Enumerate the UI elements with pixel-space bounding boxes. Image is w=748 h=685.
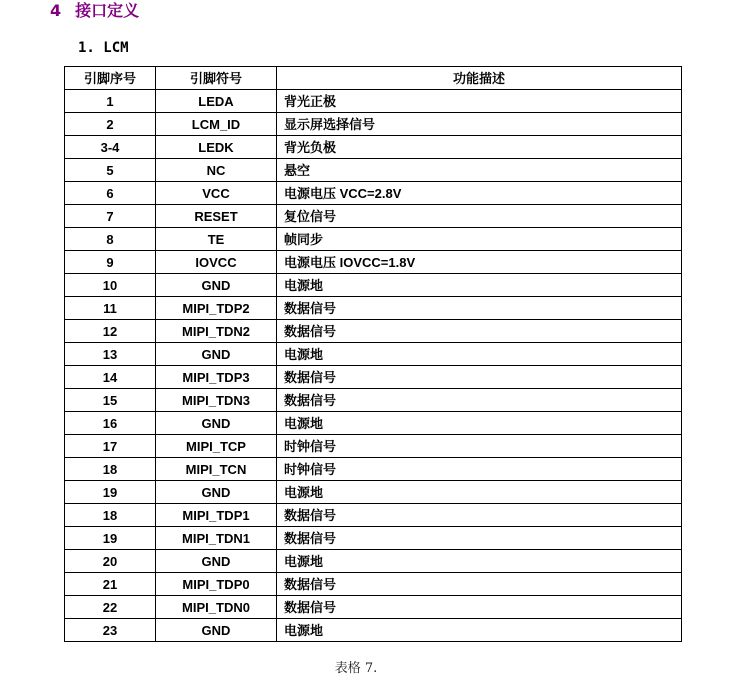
table-row [65, 573, 682, 596]
table-row [65, 320, 682, 343]
function-description-cell: 电源电压 IOVCC=1.8V [277, 251, 682, 274]
pin-number-cell: 9 [65, 251, 156, 274]
pin-symbol-cell: GND [156, 550, 277, 573]
pin-symbol-cell: LEDK [156, 136, 277, 159]
pin-number-cell: 2 [65, 113, 156, 136]
pin-number-cell: 1 [65, 90, 156, 113]
pin-symbol-cell: MIPI_TDN0 [156, 596, 277, 619]
table-header-row [65, 67, 682, 90]
pin-number-cell: 7 [65, 205, 156, 228]
pin-number-cell: 19 [65, 527, 156, 550]
table-row [65, 113, 682, 136]
pin-number-cell: 5 [65, 159, 156, 182]
function-description-cell: 数据信号 [277, 573, 682, 596]
function-description-cell: 背光正极 [277, 90, 682, 113]
header-function-description: 功能描述 [277, 67, 682, 90]
pin-symbol-cell: MIPI_TCP [156, 435, 277, 458]
table-row [65, 481, 682, 504]
table-caption: 表格 7. [334, 661, 378, 676]
table-row [65, 527, 682, 550]
pin-symbol-cell: IOVCC [156, 251, 277, 274]
pin-symbol-cell: LCM_ID [156, 113, 277, 136]
pin-number-cell: 18 [65, 458, 156, 481]
pin-number-cell: 10 [65, 274, 156, 297]
pin-symbol-cell: MIPI_TDN3 [156, 389, 277, 412]
table-body [65, 90, 682, 642]
function-description-cell: 帧同步 [277, 228, 682, 251]
function-description-cell: 数据信号 [277, 527, 682, 550]
pin-number-cell: 8 [65, 228, 156, 251]
function-description-cell: 电源地 [277, 550, 682, 573]
header-pin-symbol: 引脚符号 [156, 67, 277, 90]
pin-symbol-cell: MIPI_TDN2 [156, 320, 277, 343]
function-description-cell: 显示屏选择信号 [277, 113, 682, 136]
function-description-cell: 电源地 [277, 274, 682, 297]
function-description-cell: 时钟信号 [277, 435, 682, 458]
pin-symbol-cell: MIPI_TDP0 [156, 573, 277, 596]
pin-number-cell: 21 [65, 573, 156, 596]
pin-symbol-cell: GND [156, 274, 277, 297]
function-description-cell: 电源地 [277, 481, 682, 504]
pin-symbol-cell: MIPI_TDP1 [156, 504, 277, 527]
pin-number-cell: 12 [65, 320, 156, 343]
section-number: 4 [50, 1, 62, 20]
pin-symbol-cell: GND [156, 343, 277, 366]
pin-symbol-cell: GND [156, 481, 277, 504]
table-row [65, 228, 682, 251]
function-description-cell: 数据信号 [277, 297, 682, 320]
table-row [65, 596, 682, 619]
pin-number-cell: 18 [65, 504, 156, 527]
function-description-cell: 数据信号 [277, 596, 682, 619]
subsection-title: 1. LCM [78, 40, 129, 56]
pin-symbol-cell: LEDA [156, 90, 277, 113]
table-row [65, 412, 682, 435]
function-description-cell: 电源地 [277, 619, 682, 642]
pin-number-cell: 16 [65, 412, 156, 435]
pin-symbol-cell: GND [156, 619, 277, 642]
table-row [65, 435, 682, 458]
pin-symbol-cell: MIPI_TDN1 [156, 527, 277, 550]
function-description-cell: 数据信号 [277, 366, 682, 389]
function-description-cell: 悬空 [277, 159, 682, 182]
table-row [65, 182, 682, 205]
function-description-cell: 电源电压 VCC=2.8V [277, 182, 682, 205]
pin-symbol-cell: MIPI_TDP2 [156, 297, 277, 320]
table-row [65, 550, 682, 573]
table-row [65, 504, 682, 527]
function-description-cell: 时钟信号 [277, 458, 682, 481]
function-description-cell: 电源地 [277, 412, 682, 435]
pin-number-cell: 14 [65, 366, 156, 389]
header-pin-number: 引脚序号 [65, 67, 156, 90]
table-row [65, 389, 682, 412]
pin-definition-table [64, 66, 682, 642]
pin-symbol-cell: MIPI_TCN [156, 458, 277, 481]
pin-number-cell: 17 [65, 435, 156, 458]
table-row [65, 297, 682, 320]
table-row [65, 159, 682, 182]
pin-number-cell: 19 [65, 481, 156, 504]
function-description-cell: 背光负极 [277, 136, 682, 159]
pin-number-cell: 22 [65, 596, 156, 619]
table-row [65, 619, 682, 642]
pin-number-cell: 11 [65, 297, 156, 320]
pin-symbol-cell: NC [156, 159, 277, 182]
table-row [65, 458, 682, 481]
pin-number-cell: 3-4 [65, 136, 156, 159]
table-row [65, 274, 682, 297]
function-description-cell: 电源地 [277, 343, 682, 366]
pin-number-cell: 15 [65, 389, 156, 412]
pin-number-cell: 6 [65, 182, 156, 205]
function-description-cell: 数据信号 [277, 389, 682, 412]
pin-symbol-cell: GND [156, 412, 277, 435]
pin-number-cell: 20 [65, 550, 156, 573]
section-title: 接口定义 [75, 1, 140, 20]
pin-symbol-cell: RESET [156, 205, 277, 228]
table-row [65, 205, 682, 228]
pin-number-cell: 23 [65, 619, 156, 642]
table-row [65, 366, 682, 389]
function-description-cell: 数据信号 [277, 320, 682, 343]
table-row [65, 90, 682, 113]
function-description-cell: 数据信号 [277, 504, 682, 527]
table-row [65, 251, 682, 274]
pin-symbol-cell: VCC [156, 182, 277, 205]
pin-symbol-cell: TE [156, 228, 277, 251]
section-heading [50, 0, 139, 24]
pin-symbol-cell: MIPI_TDP3 [156, 366, 277, 389]
table-row [65, 343, 682, 366]
table-row [65, 136, 682, 159]
pin-number-cell: 13 [65, 343, 156, 366]
function-description-cell: 复位信号 [277, 205, 682, 228]
